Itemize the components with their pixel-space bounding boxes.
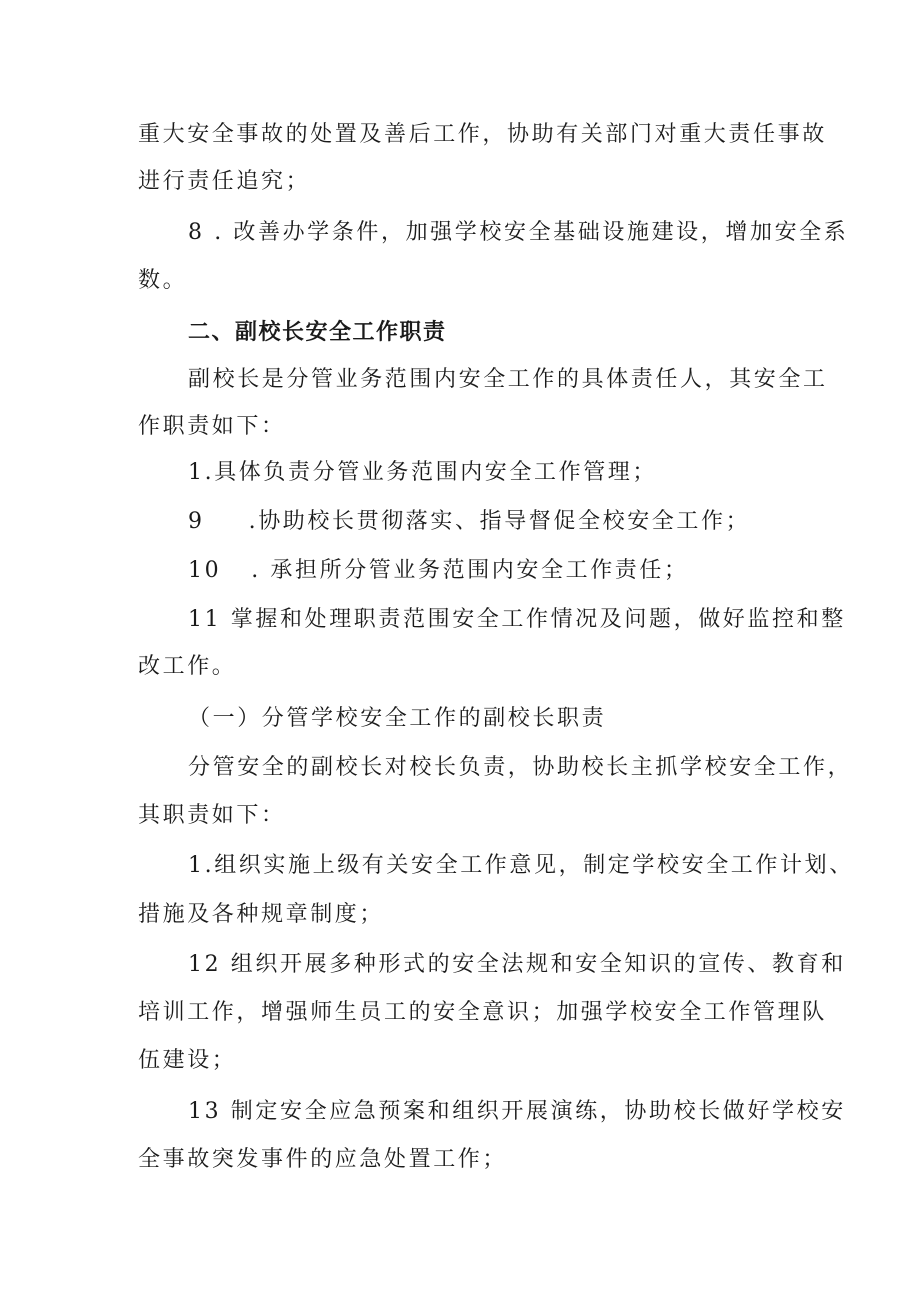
list-text: .协助校长贯彻落实、指导督促全校安全工作； <box>248 509 751 534</box>
paragraph-line: 其职责如下： <box>138 803 286 828</box>
paragraph-line: 全事故突发事件的应急处置工作； <box>138 1147 508 1172</box>
paragraph-line: 分管安全的副校长对校长负责，协助校长主抓学校安全工作， <box>188 755 853 780</box>
list-item-10 <box>188 556 689 586</box>
paragraph-line: 作职责如下： <box>138 414 286 439</box>
list-item-12: 12 组织开展多种形式的安全法规和安全知识的宣传、教育和 <box>188 952 846 977</box>
list-item-1: 1.组织实施上级有关安全工作意见，制定学校安全工作计划、 <box>188 853 854 878</box>
list-item-9 <box>188 507 750 537</box>
paragraph-line: 进行责任追究； <box>138 169 311 194</box>
list-number: 10 <box>188 558 222 583</box>
list-item-13: 13 制定安全应急预案和组织开展演练，协助校长做好学校安 <box>188 1099 846 1124</box>
paragraph-line: 伍建设； <box>138 1048 237 1073</box>
list-number: 9 <box>188 509 205 534</box>
paragraph-line: 副校长是分管业务范围内安全工作的具体责任人，其安全工 <box>188 367 828 392</box>
paragraph-line: 措施及各种规章制度； <box>138 902 385 927</box>
paragraph-line: 数。 <box>138 268 188 293</box>
list-item-8: 8 . 改善办学条件，加强学校安全基础设施建设，增加安全系 <box>188 220 849 245</box>
list-text: . 承担所分管业务范围内安全工作责任； <box>251 558 689 583</box>
list-item-11: 11 掌握和处理职责范围安全工作情况及问题，做好监控和整 <box>188 607 846 632</box>
section-heading: 二、副校长安全工作职责 <box>188 320 447 345</box>
subsection-heading: （一）分管学校安全工作的副校长职责 <box>188 706 607 731</box>
paragraph-line: 改工作。 <box>138 654 237 679</box>
paragraph-line: 培训工作，增强师生员工的安全意识；加强学校安全工作管理队 <box>138 1000 827 1025</box>
paragraph-line: 重大安全事故的处置及善后工作，协助有关部门对重大责任事故 <box>138 122 827 147</box>
list-item-1: 1.具体负责分管业务范围内安全工作管理； <box>188 460 657 485</box>
